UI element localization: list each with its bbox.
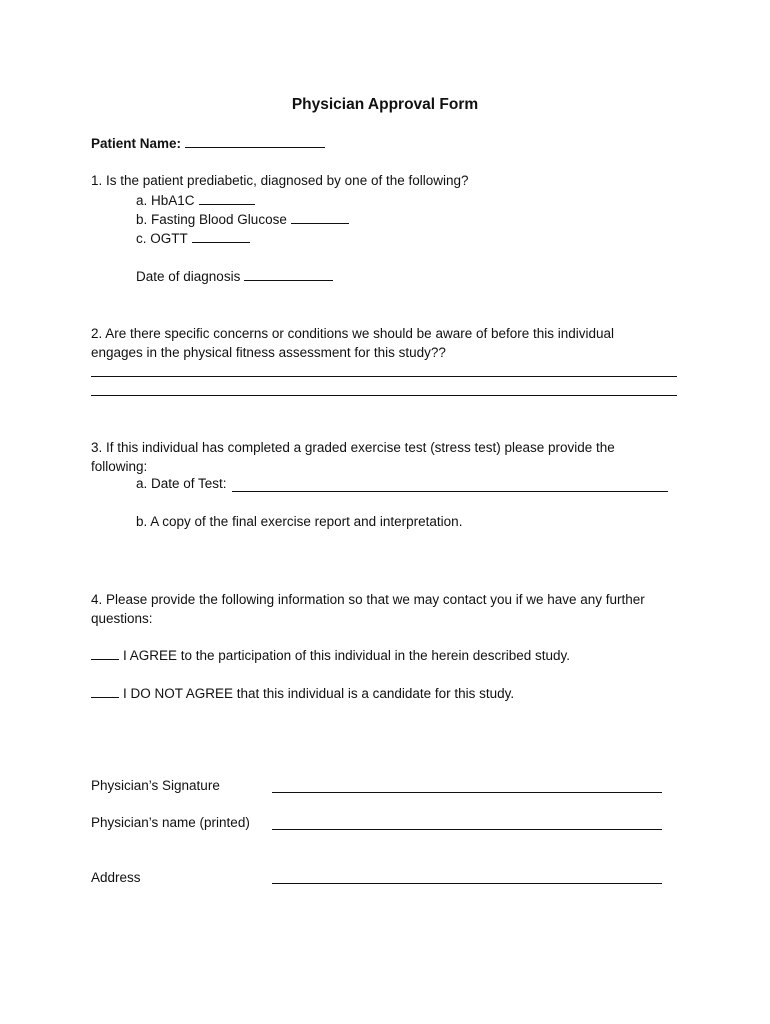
q4-question: 4. Please provide the following information so that we may contact you if we have any further questions: bbox=[91, 592, 645, 626]
patient-name-label: Patient Name: bbox=[91, 136, 182, 151]
disagree-checkbox-blank[interactable] bbox=[91, 685, 119, 698]
q3-question: 3. If this individual has completed a graded exercise test (stress test) please provide the following: bbox=[91, 440, 615, 474]
patient-name-field[interactable] bbox=[185, 135, 325, 148]
ogtt-field[interactable] bbox=[192, 230, 250, 243]
disagree-label: I DO NOT AGREE that this individual is a candidate for this study. bbox=[123, 686, 515, 701]
q1-option-hba1c: a. HbA1C bbox=[136, 193, 195, 208]
test-date-label: a. Date of Test: bbox=[136, 476, 227, 491]
q1-option-fbg: b. Fasting Blood Glucose bbox=[136, 212, 287, 227]
agree-label: I AGREE to the participation of this individual in the herein described study. bbox=[123, 648, 571, 663]
diagnosis-date-label: Date of diagnosis bbox=[136, 269, 241, 284]
address-label: Address bbox=[91, 870, 141, 885]
fbg-field[interactable] bbox=[291, 211, 349, 224]
q1-option-hba1c-row bbox=[136, 192, 255, 208]
q1-option-ogtt-row bbox=[136, 230, 250, 246]
q1-option-ogtt: c. OGTT bbox=[136, 231, 188, 246]
printed-name-field[interactable] bbox=[272, 829, 662, 830]
signature-field[interactable] bbox=[272, 792, 662, 793]
hba1c-field[interactable] bbox=[199, 192, 255, 205]
signature-label: Physician’s Signature bbox=[91, 778, 220, 793]
exercise-report-label: b. A copy of the final exercise report and interpretation. bbox=[136, 514, 463, 529]
q2-answer-line-2[interactable] bbox=[91, 395, 677, 396]
q2-question: 2. Are there specific concerns or conditions we should be aware of before this individual engages in the physical fitness assessment for this study?? bbox=[91, 326, 615, 360]
agree-row bbox=[91, 647, 570, 663]
q2-answer-line-1[interactable] bbox=[91, 376, 677, 377]
agree-checkbox-blank[interactable] bbox=[91, 647, 119, 660]
printed-name-label: Physician’s name (printed) bbox=[91, 815, 250, 830]
patient-name-row bbox=[91, 135, 325, 151]
q1-question: 1. Is the patient prediabetic, diagnosed by one of the following? bbox=[91, 173, 469, 188]
q1-option-fbg-row bbox=[136, 211, 349, 227]
test-date-field[interactable] bbox=[232, 491, 668, 492]
diagnosis-date-row bbox=[136, 268, 333, 284]
disagree-row bbox=[91, 685, 514, 701]
address-field[interactable] bbox=[272, 883, 662, 884]
page-title: Physician Approval Form bbox=[291, 96, 479, 113]
diagnosis-date-field[interactable] bbox=[244, 268, 333, 281]
